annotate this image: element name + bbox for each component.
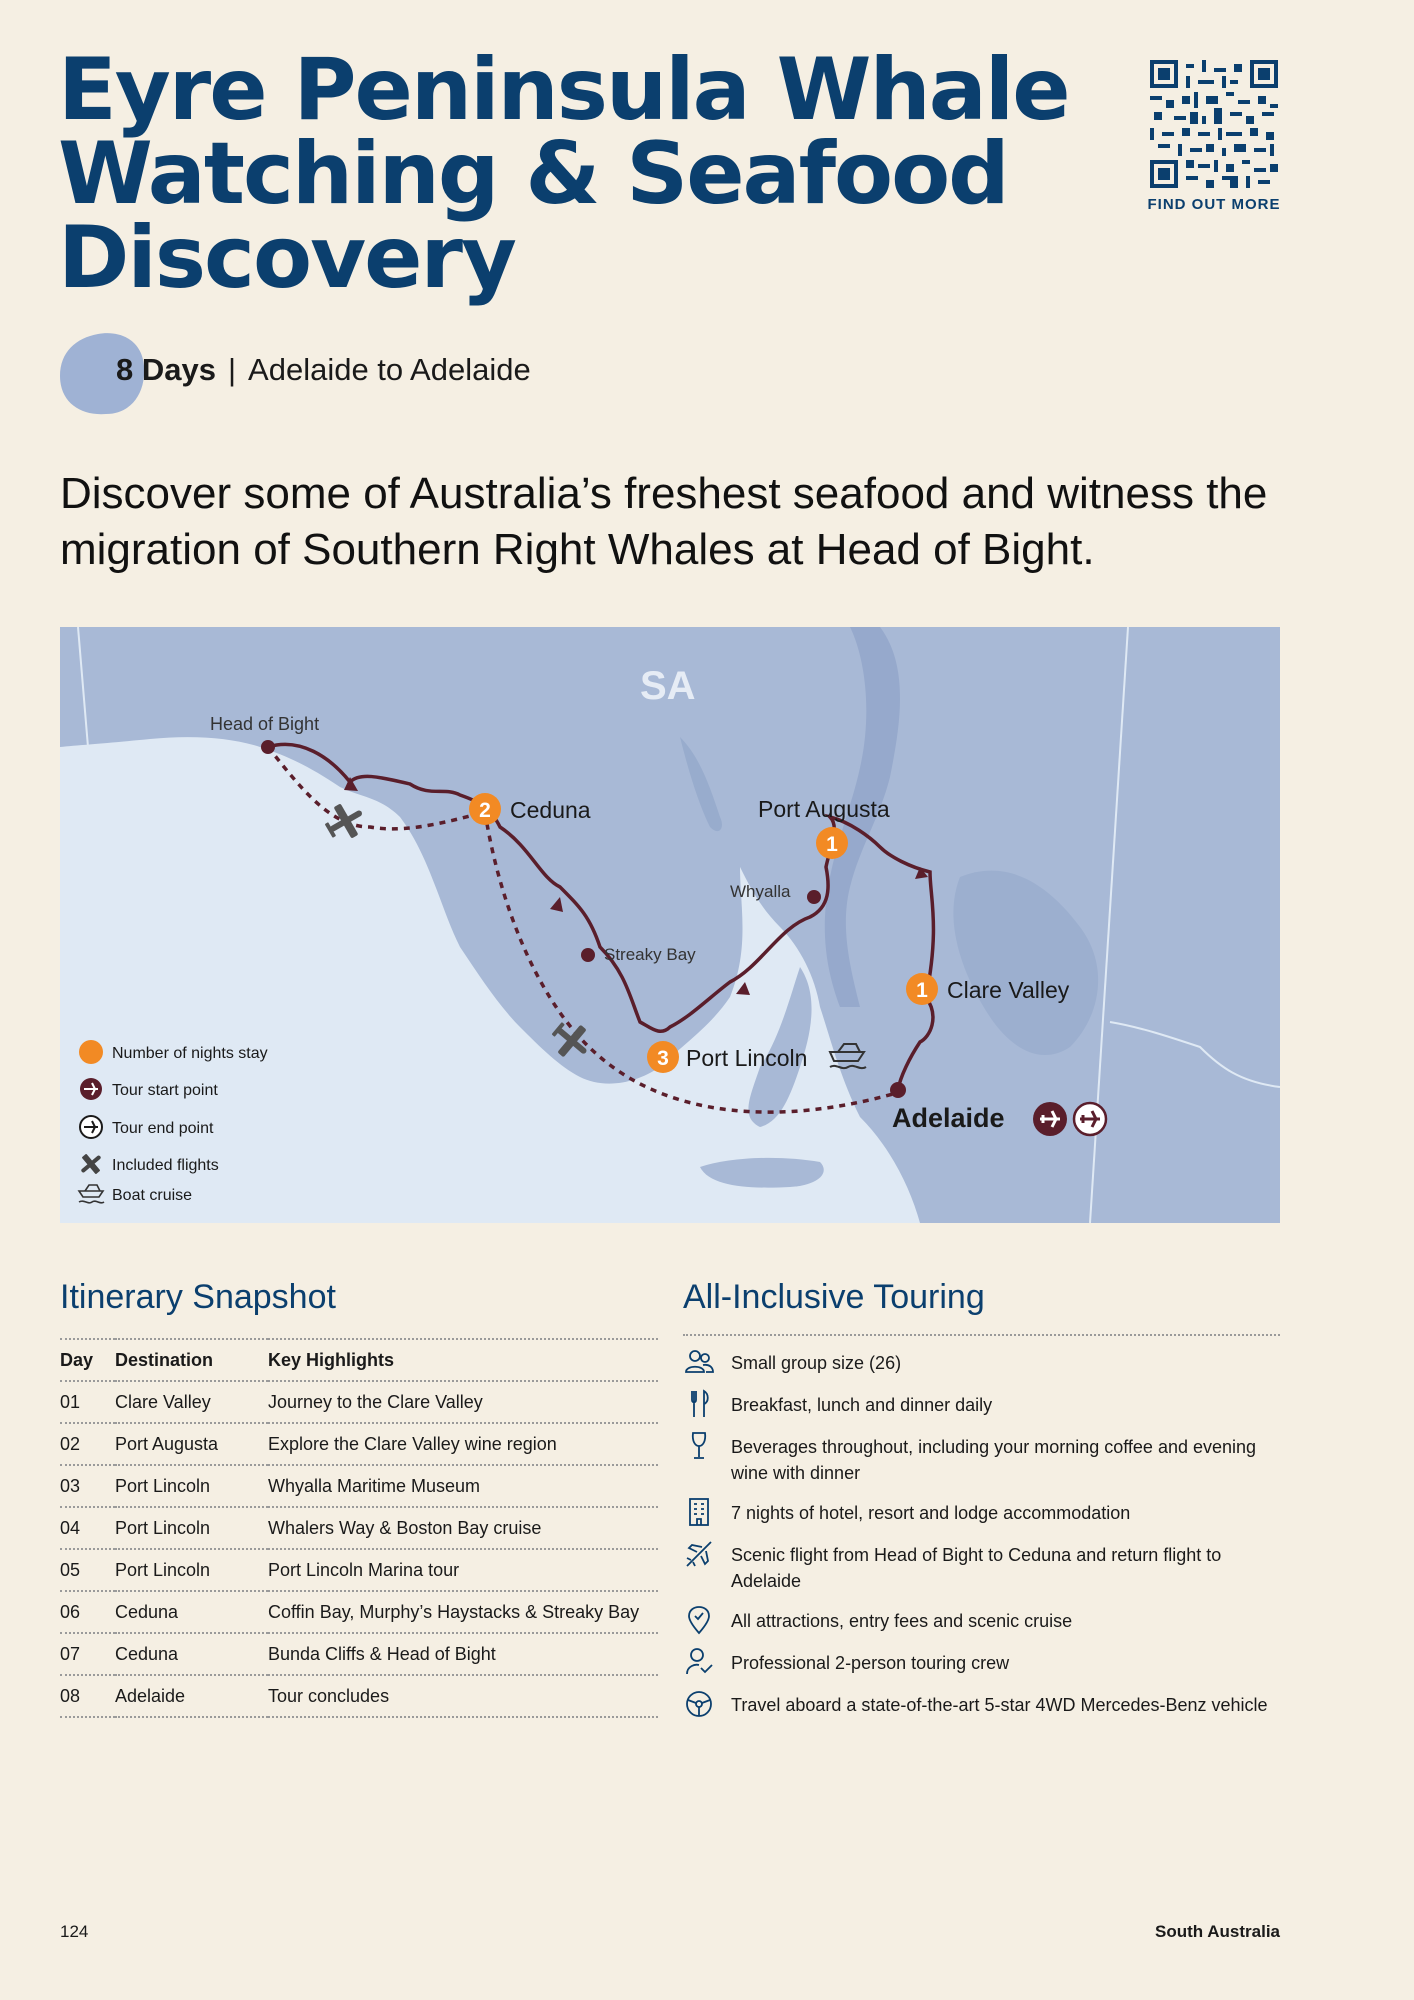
list-item [683,1500,1280,1528]
tour-start-badge [1033,1102,1067,1136]
cell-destination: Port Augusta [115,1423,268,1465]
cell-day: 06 [60,1591,115,1633]
header-highlights: Key Highlights [268,1339,658,1381]
legend-nights-label: Number of nights stay [112,1045,268,1062]
qr-code[interactable] [1150,60,1278,188]
legend-cruise-label: Boat cruise [112,1187,193,1204]
table-row [60,1381,658,1423]
label-port-lincoln: Port Lincoln [686,1045,808,1071]
inclusion-text: 7 nights of hotel, resort and lodge accommodation [731,1503,1131,1523]
cell-day: 03 [60,1465,115,1507]
label-adelaide: Adelaide [892,1103,1005,1133]
trip-summary [116,352,531,388]
list-item [683,1434,1280,1486]
nights-badge-ceduna [469,793,501,825]
cell-highlights: Whyalla Maritime Museum [268,1465,658,1507]
itinerary-header-row [60,1339,658,1381]
cell-day: 05 [60,1549,115,1591]
trip-route: Adelaide to Adelaide [248,352,531,387]
legend-start-label: Tour start point [112,1082,218,1099]
cell-destination: Clare Valley [115,1381,268,1423]
list-item [683,1350,1280,1378]
inclusion-text: Travel aboard a state-of-the-art 5-star 4WD Mercedes-Benz vehicle [731,1695,1268,1715]
label-head-of-bight: Head of Bight [210,714,320,734]
cell-highlights: Journey to the Clare Valley [268,1381,658,1423]
building-icon [683,1496,715,1528]
nights-badge-port-augusta [816,827,848,859]
route-map [60,627,1280,1223]
svg-text:3: 3 [657,1047,669,1070]
nights-badge-clare-valley [906,973,938,1005]
page-title [58,40,1069,308]
inclusion-text: Small group size (26) [731,1353,902,1373]
label-whyalla: Whyalla [730,882,791,901]
label-streaky-bay: Streaky Bay [604,945,696,964]
title-line-2: Watching & Seafood [58,124,1008,224]
legend-end-icon [80,1116,102,1138]
cell-day: 04 [60,1507,115,1549]
list-item [683,1392,1280,1420]
tour-end-badge [1074,1103,1106,1135]
legend-start-icon [80,1078,102,1100]
svg-text:1: 1 [916,979,928,1002]
list-item [683,1692,1280,1720]
plane-icon [683,1538,715,1570]
svg-text:1: 1 [826,833,838,856]
cell-destination: Port Lincoln [115,1549,268,1591]
nights-badge-port-lincoln [647,1041,679,1073]
steering-wheel-icon [683,1688,715,1720]
cell-day: 08 [60,1675,115,1717]
label-ceduna: Ceduna [510,797,591,823]
cell-destination: Adelaide [115,1675,268,1717]
footer-region: South Australia [1155,1922,1280,1941]
stop-head-of-bight [261,740,275,754]
cell-destination: Ceduna [115,1591,268,1633]
inclusions-list [683,1334,1280,1720]
cell-destination: Port Lincoln [115,1465,268,1507]
crew-icon [683,1646,715,1678]
title-line-1: Eyre Peninsula Whale [58,40,1069,140]
inclusions-title: All-Inclusive Touring [683,1278,985,1316]
cell-highlights: Bunda Cliffs & Head of Bight [268,1633,658,1675]
cell-day: 07 [60,1633,115,1675]
label-clare-valley: Clare Valley [947,977,1070,1003]
header-destination: Destination [115,1339,268,1381]
inclusion-text: Beverages throughout, including your morning coffee and evening wine with dinner [731,1437,1257,1483]
title-line-3: Discovery [58,208,515,308]
trip-days: 8 Days [116,352,216,387]
inclusion-text: Scenic flight from Head of Bight to Ceduna and return flight to Adelaide [731,1545,1222,1591]
trip-separator: | [227,352,237,387]
location-pin-icon [683,1604,715,1636]
list-item [683,1608,1280,1636]
cell-highlights: Port Lincoln Marina tour [268,1549,658,1591]
wine-glass-icon [683,1430,715,1462]
table-row [60,1423,658,1465]
intro-text: Discover some of Australia’s freshest seafood and witness the migration of Southern Right Whales at Head of Bight. [60,469,1268,574]
stop-whyalla [807,890,821,904]
group-icon [683,1346,715,1378]
table-row [60,1591,658,1633]
legend-flights-label: Included flights [112,1157,219,1174]
stop-streaky-bay [581,948,595,962]
table-row [60,1507,658,1549]
table-row [60,1465,658,1507]
cell-highlights: Explore the Clare Valley wine region [268,1423,658,1465]
cell-destination: Ceduna [115,1633,268,1675]
legend-nights-icon [79,1040,103,1064]
cell-day: 02 [60,1423,115,1465]
table-row [60,1675,658,1717]
inclusion-text: Professional 2-person touring crew [731,1653,1010,1673]
itinerary-title: Itinerary Snapshot [60,1278,336,1316]
map-region-label: SA [640,664,696,708]
cutlery-icon [683,1388,715,1420]
table-row [60,1549,658,1591]
find-out-more-link[interactable]: FIND OUT MORE [1147,196,1281,213]
cell-destination: Port Lincoln [115,1507,268,1549]
cell-day: 01 [60,1381,115,1423]
table-row [60,1633,658,1675]
header-day: Day [60,1339,115,1381]
legend-end-label: Tour end point [112,1120,214,1137]
svg-text:2: 2 [479,799,491,822]
stop-adelaide [890,1082,906,1098]
cell-highlights: Whalers Way & Boston Bay cruise [268,1507,658,1549]
cell-highlights: Tour concludes [268,1675,658,1717]
page-number: 124 [60,1922,89,1941]
itinerary-table [60,1338,658,1718]
inclusion-text: Breakfast, lunch and dinner daily [731,1395,993,1415]
label-port-augusta: Port Augusta [758,796,890,822]
cell-highlights: Coffin Bay, Murphy’s Haystacks & Streaky Bay [268,1591,658,1633]
list-item [683,1542,1280,1594]
inclusion-text: All attractions, entry fees and scenic cruise [731,1611,1073,1631]
list-item [683,1650,1280,1678]
